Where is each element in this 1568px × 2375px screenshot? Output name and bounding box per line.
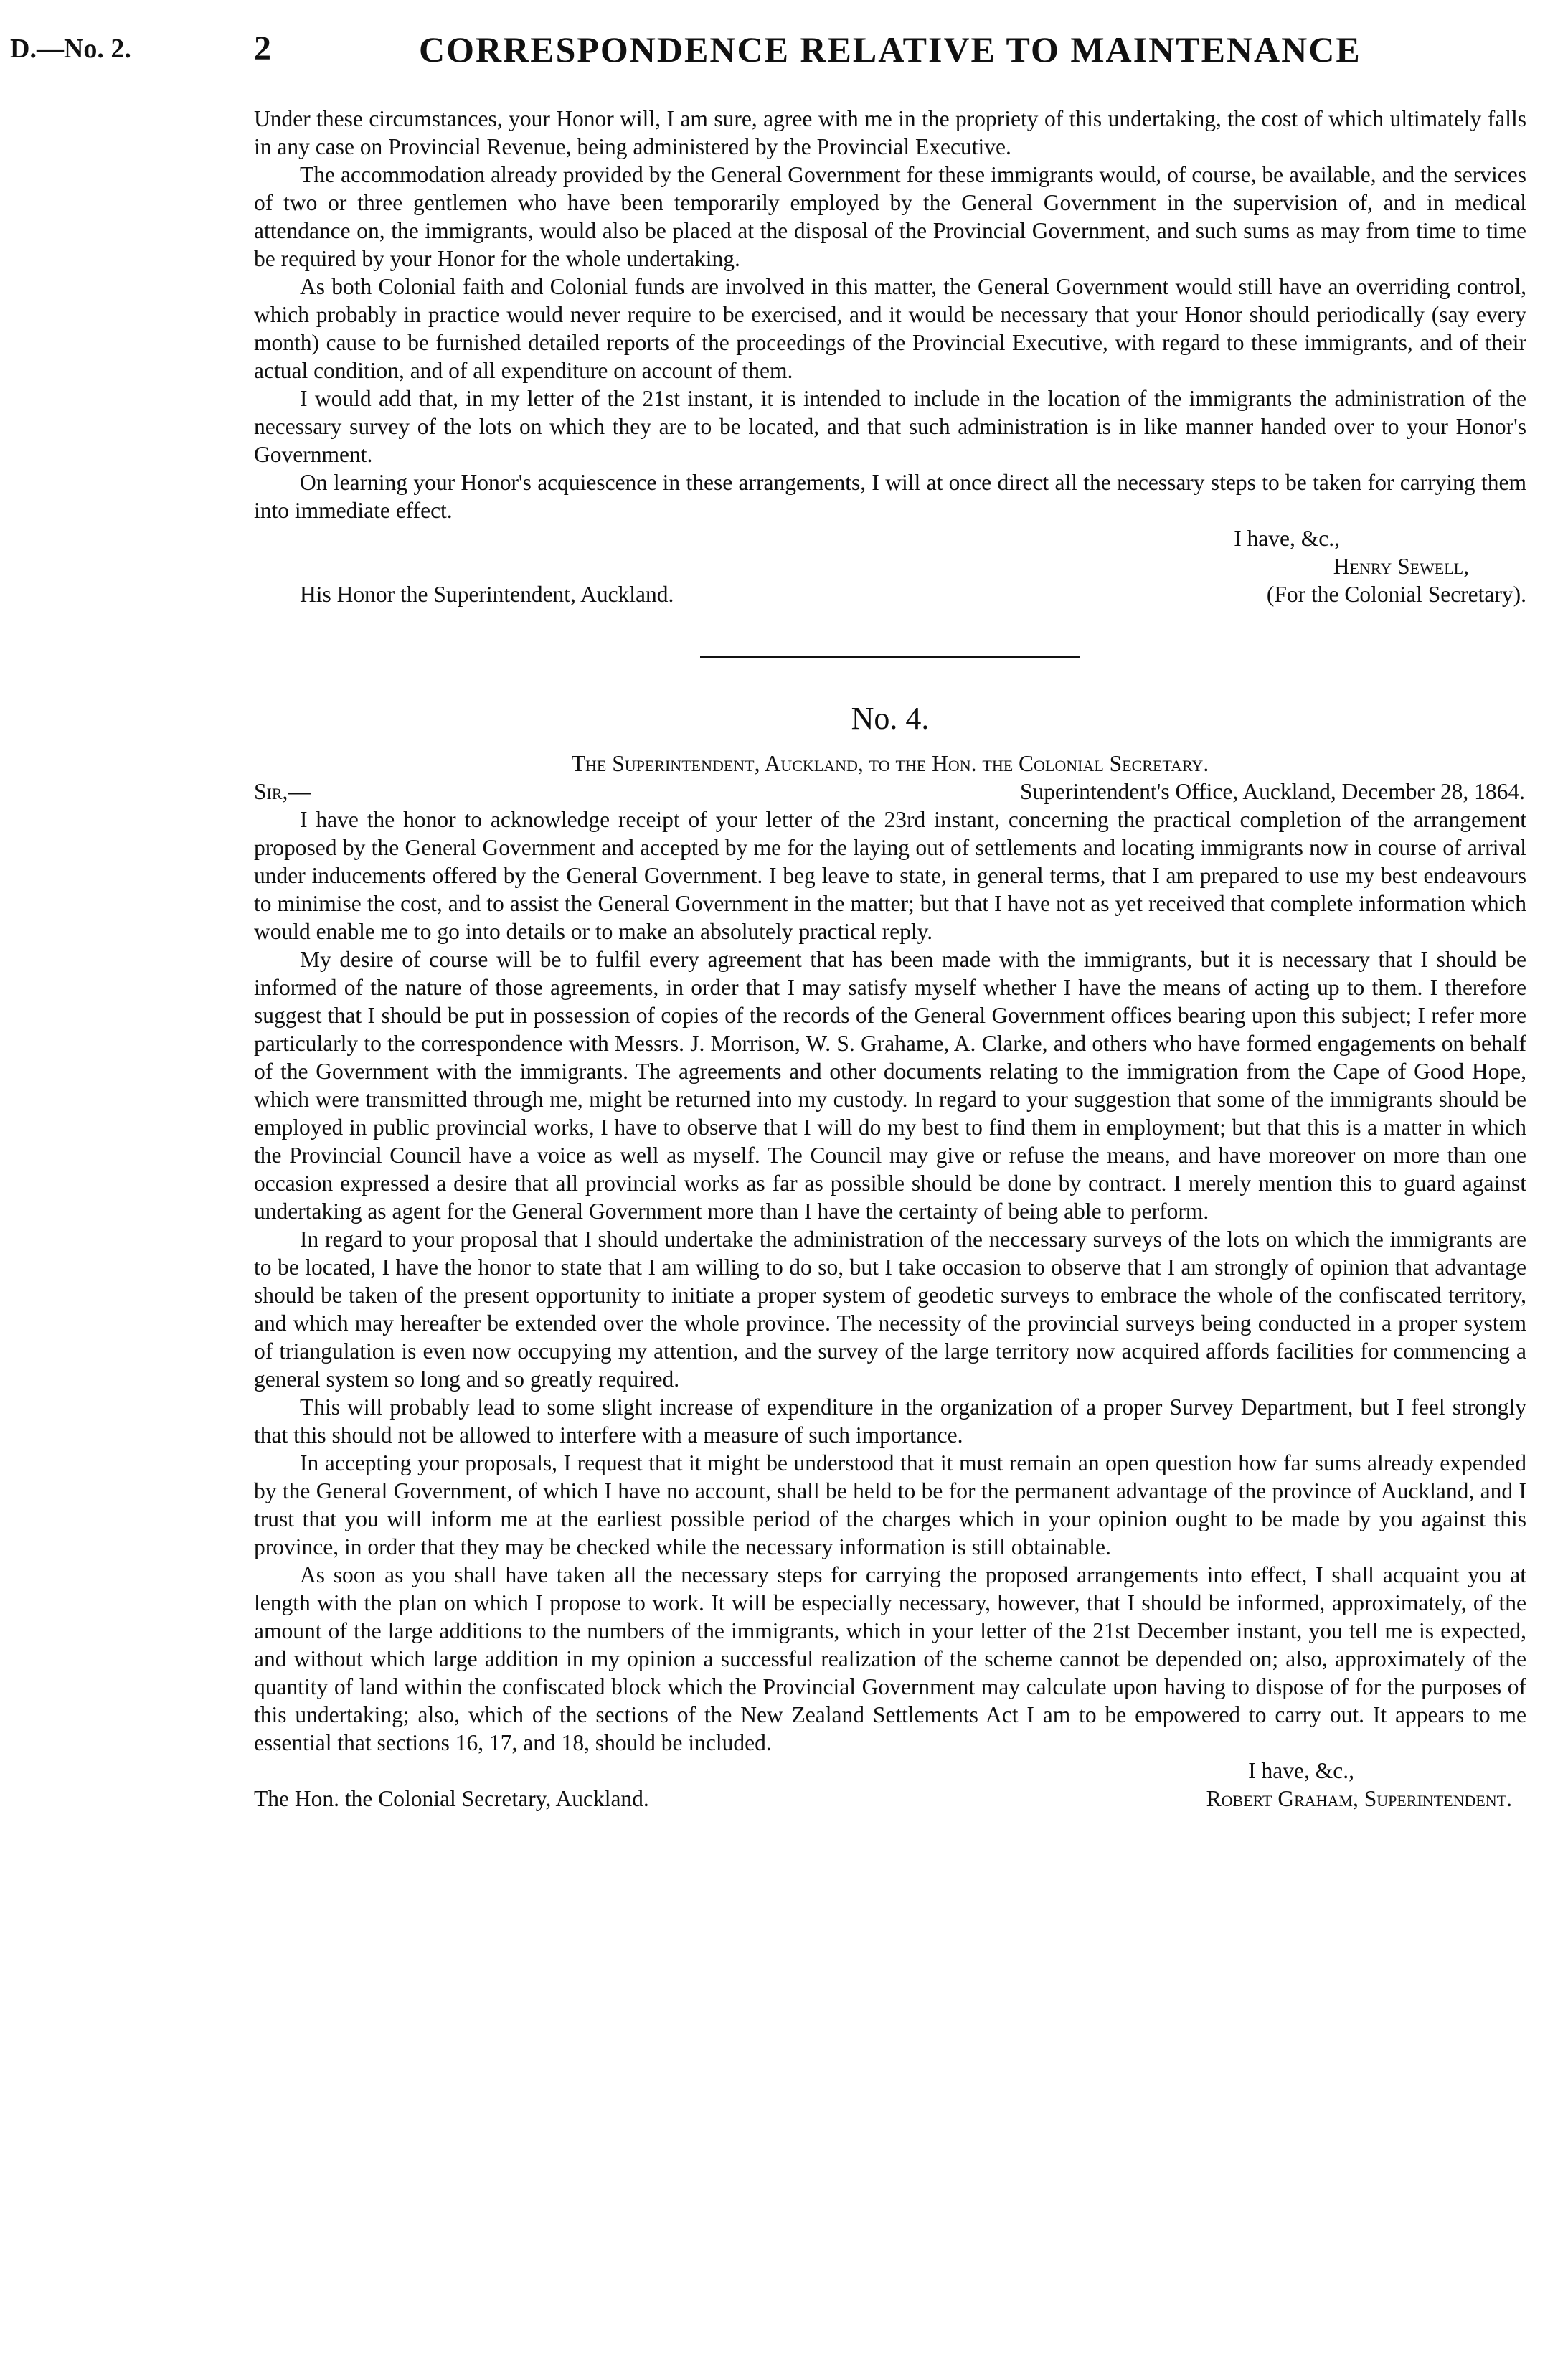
signature-line <box>254 580 1526 608</box>
page-header <box>10 26 1538 83</box>
signer-role: (For the Colonial Secretary). <box>1266 582 1526 607</box>
salutation: Sir,— <box>254 779 311 804</box>
paragraph: In accepting your proposals, I request that it might be understood that it must remain an open question how far sums already expended by the General Government, of which I have no account, shall be held to be for the permanent advantage of the province of Auckland, and I trust that you will inform me at the earliest possible period of the charges which in your opinion ought to be made by you against this province, in order that they may be checked while the necessary information is still obtainable. <box>254 1450 1526 1559</box>
letter-number: No. 4. <box>851 701 930 736</box>
letter-graham <box>254 701 1526 1813</box>
signature-line <box>254 1785 1526 1813</box>
paragraph: The accommodation already provided by the General Government for these immigrants would, of course, be available, and the services of two or three gentlemen who have been temporarily employed by the General Government in the supervision of, and in medical attendance on, the immigrants, would also be placed at the disposal of the Provincial Government, and such sums as may from time to time be required by your Honor for the whole undertaking. <box>254 162 1526 271</box>
closing: I have, &c., <box>1234 526 1340 551</box>
paragraph: On learning your Honor's acquiescence in these arrangements, I will at once direct all the necessary steps to be taken for carrying them into immediate effect. <box>254 470 1526 523</box>
addressee: The Hon. the Colonial Secretary, Auckland. <box>254 1786 649 1811</box>
signature: Robert Graham, Superintendent. <box>1206 1786 1512 1811</box>
document-reference: D.—No. 2. <box>10 34 131 64</box>
letter-sewell <box>254 105 1526 608</box>
paragraph: As both Colonial faith and Colonial funds are involved in this matter, the General Government would still have an overriding control, which probably in practice would never require to be exercised, and it would be necessary that your Honor should periodically (say every month) cause to be furnished detailed reports of the proceedings of the Provincial Executive, with regard to these immigrants, and of their actual condition, and of all expenditure on account of them. <box>254 274 1526 383</box>
paragraph: I would add that, in my letter of the 21st instant, it is intended to include in the location of the immigrants the administration of the necessary survey of the lots on which they are to be located, and that such administration is in like manner handed over to your Honor's Government. <box>254 386 1526 467</box>
signature: Henry Sewell, <box>1333 554 1469 579</box>
running-title: CORRESPONDENCE RELATIVE TO MAINTENANCE <box>419 29 1361 70</box>
page-number: 2 <box>254 29 271 67</box>
letter-heading: The Superintendent, Auckland, to the Hon. the Colonial Secretary. <box>571 751 1209 776</box>
paragraph: This will probably lead to some slight increase of expenditure in the organization of a proper Survey Department, but I feel strongly that this should not be allowed to interfere with a measure of such importance. <box>254 1394 1526 1448</box>
paragraph: In regard to your proposal that I should undertake the administration of the neccessary surveys of the lots on which the immigrants are to be located, I have the honor to state that I am willing to do so, but I take occasion to observe that I am strongly of opinion that advantage should be taken of the present opportunity to initiate a proper system of geodetic surveys to embrace the whole of the confiscated territory, and which may hereafter be extended over the whole province. The necessity of the provincial surveys being conducted in a proper system of triangulation is even now occupying my attention, and the survey of the large territory now acquired affords facilities for commencing a general system so long and so greatly required. <box>254 1227 1526 1392</box>
office-date: Superintendent's Office, Auckland, December 28, 1864. <box>1019 779 1525 804</box>
paragraph: As soon as you shall have taken all the necessary steps for carrying the proposed arrangements into effect, I shall acquaint you at length with the plan on which I propose to work. It will be especially necessary, however, that I should be informed, approximately, of the amount of the large additions to the numbers of the immigrants, which in your letter of the 21st December instant, you tell me is expected, and without which large addition in my opinion a successful realization of the scheme cannot be depended on; also, approximately of the quantity of land within the confiscated block which the Provincial Government may calculate upon having to dispose of for the purposes of this undertaking; also, which of the sections of the New Zealand Settlements Act I am to be empowered to carry out. It appears to me essential that sections 16, 17, and 18, should be included. <box>254 1562 1526 1755</box>
section-divider <box>700 656 1080 658</box>
paragraph: Under these circumstances, your Honor will, I am sure, agree with me in the propriety of this undertaking, the cost of which ultimately falls in any case on Provincial Revenue, being administered by the Provincial Executive. <box>254 106 1526 159</box>
closing: I have, &c., <box>1248 1758 1354 1783</box>
document-body <box>254 105 1526 1813</box>
paragraph: My desire of course will be to fulfil every agreement that has been made with the immigrants, but it is necessary that I should be informed of the nature of those agreements, in order that I may satisfy myself whether I have the means of acting up to them. I therefore suggest that I should be put in possession of copies of the records of the General Government offices bearing upon this subject; I refer more particularly to the correspondence with Messrs. J. Morrison, W. S. Grahame, A. Clarke, and others who have formed engagements on behalf of the Government with the immigrants. The agreements and other documents relating to the immigration from the Cape of Good Hope, which were transmitted through me, might be returned into my custody. In regard to your suggestion that some of the immigrants should be employed in public provincial works, I have to observe that I will do my best to find them in employment; but that this is a matter in which the Provincial Council have a voice as well as myself. The Council may give or refuse the means, and have moreover on more than one occasion expressed a desire that all provincial works as far as possible should be done by contract. I merely mention this to guard against undertaking as agent for the General Government more than I have the certainty of being able to perform. <box>254 947 1526 1224</box>
addressee: His Honor the Superintendent, Auckland. <box>300 582 674 607</box>
salutation-line <box>254 778 1526 806</box>
paragraph: I have the honor to acknowledge receipt of your letter of the 23rd instant, concerning the practical completion of the arrangement proposed by the General Government and accepted by me for the laying out of settlements and locating immigrants now in course of arrival under inducements offered by the General Government. I beg leave to state, in general terms, that I am prepared to use my best endeavours to minimise the cost, and to assist the General Government in the matter; but that I have not as yet received that complete information which would enable me to go into details or to make an absolutely practical reply. <box>254 807 1526 944</box>
